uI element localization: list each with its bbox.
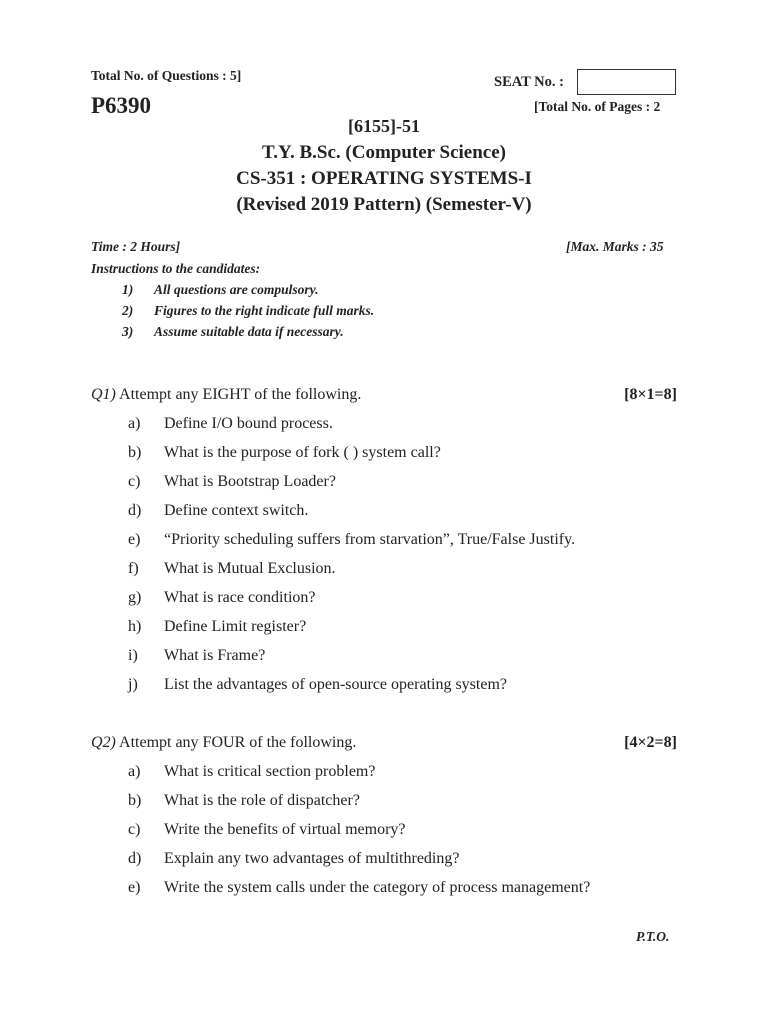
- item-letter: f): [128, 560, 139, 577]
- item-letter: e): [128, 879, 141, 896]
- instruction-text: All questions are compulsory.: [154, 282, 319, 297]
- item-text: What is race condition?: [164, 589, 316, 606]
- item-text: “Priority scheduling suffers from starvation”, True/False Justify.: [164, 531, 576, 548]
- instruction-item: [122, 303, 374, 319]
- item-text: Define I/O bound process.: [164, 415, 333, 432]
- item-text: What is Bootstrap Loader?: [164, 473, 336, 490]
- item-letter: e): [128, 531, 141, 548]
- exam-code: [6155]-51: [348, 116, 420, 136]
- course-title: T.Y. B.Sc. (Computer Science): [262, 142, 506, 163]
- paper-code: P6390: [91, 93, 152, 118]
- total-pages: [Total No. of Pages : 2: [534, 99, 661, 114]
- question-number: Q2): [91, 734, 116, 751]
- item-letter: j): [128, 676, 138, 693]
- instructions-heading: Instructions to the candidates:: [91, 261, 261, 276]
- item-letter: g): [128, 589, 142, 606]
- time-label: Time : 2 Hours]: [91, 239, 181, 254]
- instruction-text: Assume suitable data if necessary.: [154, 324, 344, 339]
- instruction-number: 2): [122, 303, 134, 318]
- question-marks: [4×2=8]: [624, 734, 677, 751]
- seat-number-box[interactable]: [577, 69, 676, 95]
- pattern-title: (Revised 2019 Pattern) (Semester-V): [236, 194, 532, 215]
- seat-no-label: SEAT No. :: [494, 74, 564, 90]
- question-number: Q1): [91, 386, 116, 403]
- item-text: What is the role of dispatcher?: [164, 792, 360, 809]
- item-text: Define context switch.: [164, 502, 309, 519]
- question-marks: [8×1=8]: [624, 386, 677, 403]
- instruction-number: 1): [122, 282, 134, 297]
- item-letter: i): [128, 647, 138, 664]
- item-letter: d): [128, 850, 142, 867]
- max-marks-label: [Max. Marks : 35: [566, 239, 664, 254]
- item-text: Write the benefits of virtual memory?: [164, 821, 406, 838]
- instruction-item: [122, 324, 344, 340]
- item-text: Define Limit register?: [164, 618, 307, 635]
- pto-label: P.T.O.: [636, 929, 670, 944]
- item-text: What is Mutual Exclusion.: [164, 560, 336, 577]
- item-text: Write the system calls under the category of process management?: [164, 879, 591, 896]
- instruction-number: 3): [122, 324, 134, 339]
- item-text: Explain any two advantages of multithreding?: [164, 850, 460, 867]
- item-text: List the advantages of open-source operating system?: [164, 676, 507, 693]
- item-letter: a): [128, 415, 141, 432]
- item-letter: a): [128, 763, 141, 780]
- item-text: What is critical section problem?: [164, 763, 376, 780]
- item-letter: d): [128, 502, 142, 519]
- item-letter: b): [128, 444, 142, 461]
- instruction-text: Figures to the right indicate full marks.: [154, 303, 375, 318]
- item-letter: h): [128, 618, 142, 635]
- total-questions: Total No. of Questions : 5]: [91, 68, 242, 83]
- item-letter: c): [128, 473, 141, 490]
- question-prompt: Attempt any EIGHT of the following.: [119, 386, 362, 403]
- subject-title: CS-351 : OPERATING SYSTEMS-I: [236, 168, 532, 189]
- question-2-header: [91, 734, 677, 752]
- question-prompt: Attempt any FOUR of the following.: [119, 734, 357, 751]
- item-text: What is the purpose of fork ( ) system call?: [164, 444, 441, 461]
- item-letter: b): [128, 792, 142, 809]
- item-letter: c): [128, 821, 141, 838]
- question-1-header: [91, 386, 677, 404]
- item-text: What is Frame?: [164, 647, 266, 664]
- instruction-item: [122, 282, 319, 298]
